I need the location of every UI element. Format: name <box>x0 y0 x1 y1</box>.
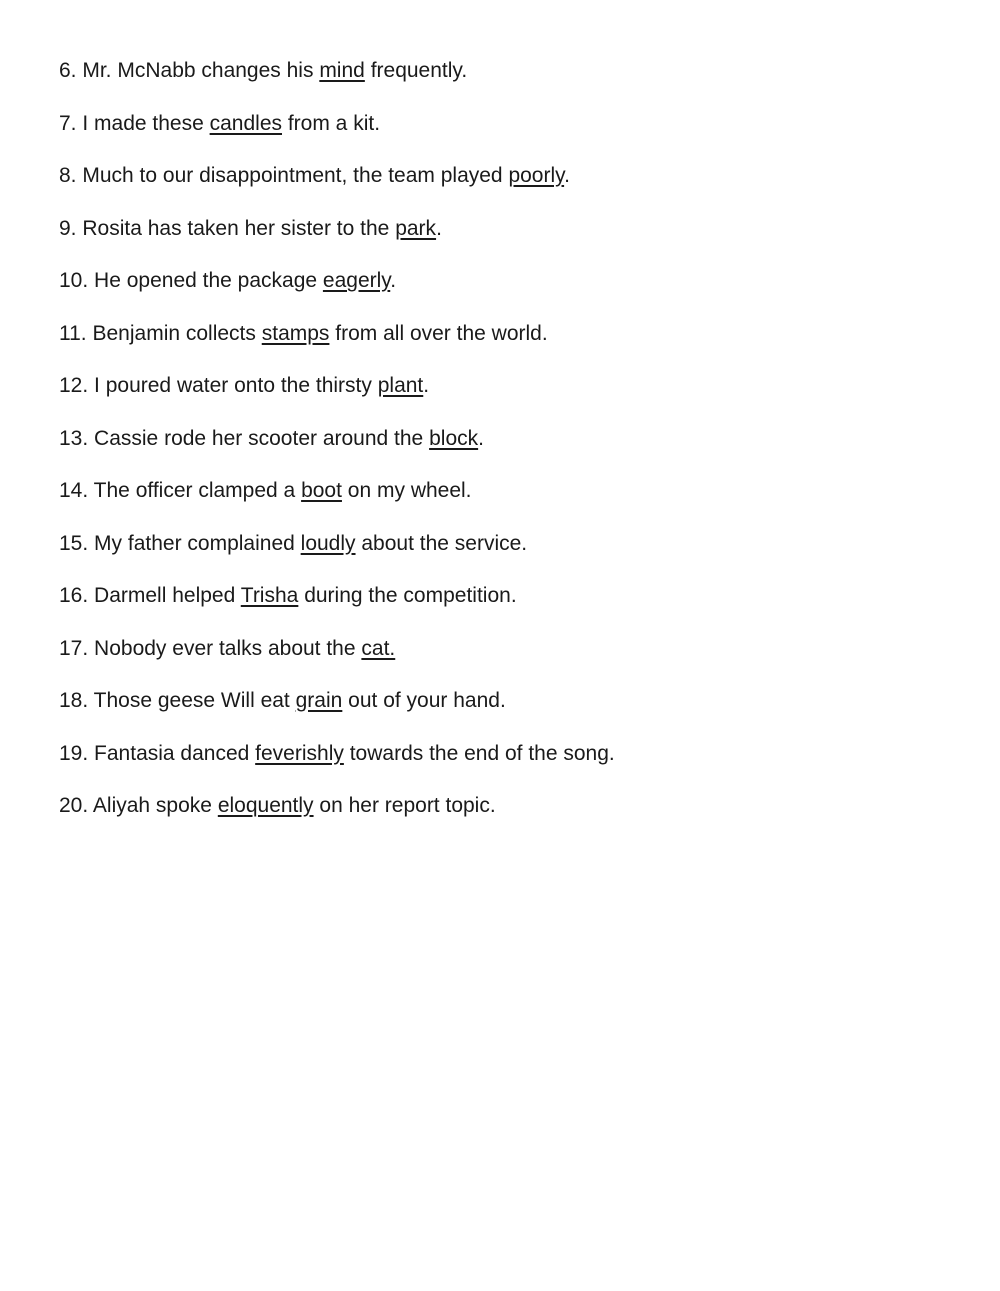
underlined-word: eloquently <box>217 794 314 817</box>
sentence-text-after: from a kit. <box>287 111 381 135</box>
sentence-number: 18. <box>59 689 89 712</box>
sentence-text-before: Rosita has taken her sister to the <box>82 216 390 240</box>
underlined-word: eagerly <box>322 269 391 292</box>
sentence-20 <box>59 791 959 821</box>
sentence-19 <box>59 739 959 769</box>
underlined-word: plant <box>377 374 424 397</box>
sentence-text-after: on my wheel. <box>347 479 472 502</box>
sentence-number: 8. <box>59 164 77 187</box>
sentence-text-before: Fantasia danced <box>94 741 250 765</box>
sentence-text-before: Those geese Will eat <box>93 689 290 712</box>
sentence-number: 10. <box>59 269 89 292</box>
sentence-text-after: towards the end of the song. <box>349 741 615 765</box>
underlined-word: stamps <box>261 321 330 345</box>
underlined-word: grain <box>295 689 343 712</box>
sentence-text-after: . <box>564 164 570 187</box>
sentence-text-before: My father complained <box>94 531 295 555</box>
sentence-text-before: Much to our disappointment, the team played <box>82 164 503 187</box>
sentence-text-after: . <box>390 269 397 292</box>
sentence-12 <box>59 371 959 401</box>
sentence-11 <box>59 319 959 349</box>
sentence-text-after: frequently. <box>370 59 468 82</box>
sentence-text-after: on her report topic. <box>319 794 496 817</box>
sentence-number: 11. <box>59 321 87 345</box>
underlined-word: boot <box>301 479 342 502</box>
sentence-text-before: Nobody ever talks about the <box>94 636 356 660</box>
sentence-14 <box>59 476 959 506</box>
sentence-number: 9. <box>59 216 77 240</box>
sentence-number: 16. <box>59 584 89 607</box>
sentence-number: 17. <box>59 636 89 660</box>
sentence-text-after: about the service. <box>361 531 528 555</box>
sentence-text-before: He opened the package <box>94 269 318 292</box>
sentence-text-before: The officer clamped a <box>93 479 296 502</box>
sentence-9 <box>59 214 959 244</box>
sentence-number: 15. <box>59 531 89 555</box>
sentence-18 <box>59 686 959 716</box>
sentence-7 <box>59 109 959 139</box>
sentence-text-after: . <box>423 374 430 397</box>
sentence-number: 19. <box>59 741 89 765</box>
sentence-text-after: . <box>436 216 442 240</box>
sentence-text-after: during the competition. <box>304 584 517 607</box>
sentence-number: 6. <box>59 59 77 82</box>
sentence-number: 20. <box>59 794 89 817</box>
underlined-word: poorly <box>508 164 565 187</box>
sentence-text-before: Cassie rode her scooter around the <box>94 426 424 450</box>
sentence-text-before: I poured water onto the thirsty <box>94 374 372 397</box>
sentence-13 <box>59 424 959 454</box>
underlined-word: loudly <box>300 531 356 555</box>
sentence-10 <box>59 266 959 296</box>
underlined-word: Trisha <box>240 584 299 607</box>
sentence-number: 7. <box>59 111 77 135</box>
sentence-text-before: Aliyah spoke <box>92 794 212 817</box>
sentence-8 <box>59 161 959 191</box>
sentence-17 <box>59 634 959 664</box>
sentence-text-before: Benjamin collects <box>92 321 256 345</box>
underlined-word: feverishly <box>255 741 344 765</box>
sentence-text-before: Mr. McNabb changes his <box>82 59 314 82</box>
sentence-text-after: . <box>478 426 484 450</box>
sentence-text-before: I made these <box>82 111 204 135</box>
sentence-6 <box>59 56 959 86</box>
underlined-word: candles <box>209 111 282 135</box>
sentence-text-after: out of your hand. <box>348 689 506 712</box>
sentence-text-before: Darmell helped <box>94 584 236 607</box>
sentence-number: 14. <box>59 479 89 502</box>
sentence-15 <box>59 529 959 559</box>
sentence-number: 13. <box>59 426 89 450</box>
sentence-16 <box>59 581 959 611</box>
underlined-word: cat. <box>361 636 396 660</box>
sentence-text-after: from all over the world. <box>335 321 548 345</box>
underlined-word: park <box>395 216 437 240</box>
underlined-word: block <box>429 426 479 450</box>
underlined-word: mind <box>319 59 365 82</box>
sentence-number: 12. <box>59 374 89 397</box>
sentence-list <box>59 56 959 844</box>
